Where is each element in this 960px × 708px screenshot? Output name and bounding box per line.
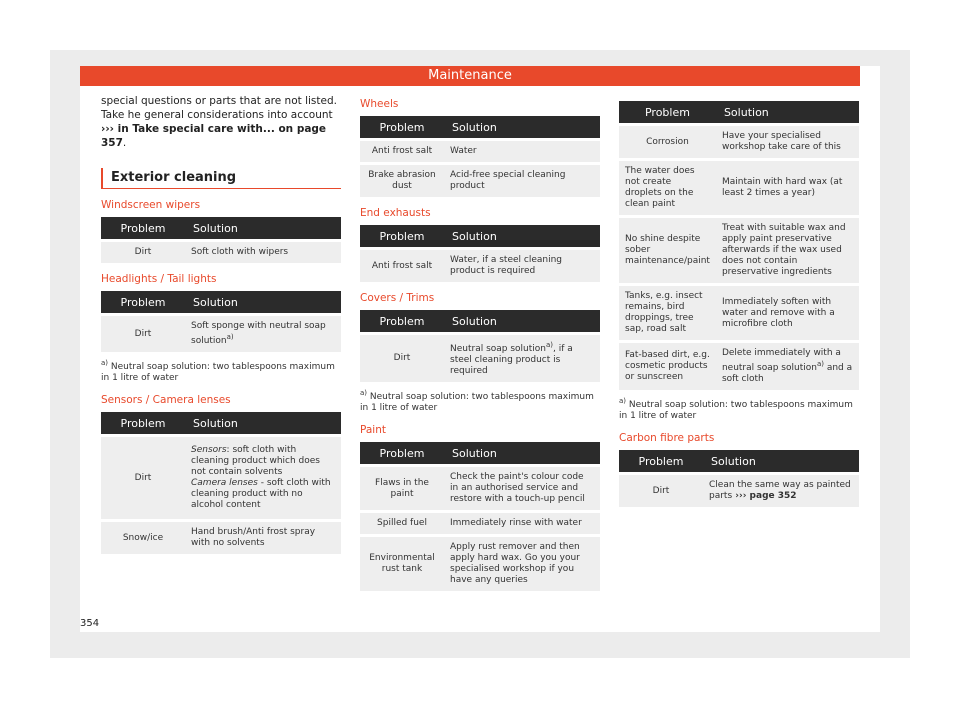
table-header-problem: Problem — [360, 225, 444, 247]
headlights-title: Headlights / Tail lights — [101, 273, 217, 285]
column-2 — [360, 94, 600, 591]
table-header-problem: Problem — [101, 217, 185, 239]
sensors-title: Sensors / Camera lenses — [101, 394, 231, 406]
page-header: Maintenance — [80, 66, 860, 86]
table-row — [360, 247, 600, 282]
cell-problem: The water does not create droplets on the clean paint — [619, 158, 716, 215]
headlights-table — [101, 291, 341, 352]
column-1 — [101, 94, 341, 554]
footnote-text: Neutral soap solution: two tablespoons maximum in 1 litre of water — [101, 362, 335, 383]
footnote — [360, 388, 600, 414]
table-header-problem: Problem — [360, 442, 444, 464]
sensors-label: Sensors — [191, 445, 227, 455]
sensors-text: : soft cloth with cleaning product which does not contain solvents — [191, 445, 320, 477]
wheels-title: Wheels — [360, 98, 399, 110]
cell-problem: Fat-based dirt, e.g. cosmetic products or sunscreen — [619, 340, 716, 390]
cell-solution — [185, 313, 341, 352]
cell-solution: Water, if a steel cleaning product is required — [444, 247, 600, 282]
cell-problem: No shine despite sober maintenance/paint — [619, 215, 716, 283]
cell-problem: Anti frost salt — [360, 138, 444, 162]
cell-solution: Check the paint's colour code in an authorised service and restore with a touch-up pencil — [444, 464, 600, 510]
cell-solution: Maintain with hard wax (at least 2 times a year) — [716, 158, 859, 215]
page-number: 354 — [80, 618, 100, 629]
table-row — [619, 472, 859, 507]
table-row — [101, 239, 341, 263]
table-row — [619, 158, 859, 215]
cell-solution: Soft cloth with wipers — [185, 239, 341, 263]
table-row — [360, 162, 600, 197]
table-row — [101, 519, 341, 554]
table-header-problem: Problem — [101, 291, 185, 313]
table-row — [360, 510, 600, 534]
table-header-solution: Solution — [444, 310, 600, 332]
exhausts-table — [360, 225, 600, 282]
table-row — [619, 215, 859, 283]
cell-problem: Corrosion — [619, 123, 716, 158]
windscreen-title: Windscreen wipers — [101, 199, 201, 211]
intro-paragraph — [101, 94, 341, 150]
table-row — [360, 138, 600, 162]
paint-table — [360, 442, 600, 591]
footnote-text: Neutral soap solution: two tablespoons maximum in 1 litre of water — [619, 400, 853, 421]
table-row — [619, 283, 859, 340]
sensors-table — [101, 412, 341, 554]
table-row — [360, 332, 600, 382]
cell-problem: Dirt — [360, 332, 444, 382]
table-header-solution: Solution — [185, 412, 341, 434]
cell-problem: Dirt — [619, 472, 703, 507]
cell-solution — [716, 340, 859, 390]
cell-problem: Dirt — [101, 434, 185, 519]
windscreen-table — [101, 217, 341, 263]
covers-table — [360, 310, 600, 382]
table-header-solution: Solution — [185, 217, 341, 239]
intro-end: . — [122, 137, 127, 149]
solution-text-2: and a soft cloth — [721, 363, 853, 384]
cell-solution — [185, 434, 341, 519]
cell-solution: Apply rust remover and then apply hard wax. Go you your specialised workshop if you have any queries — [444, 534, 600, 591]
carbon-title: Carbon fibre parts — [619, 432, 715, 444]
cross-reference-link[interactable]: ››› in Take special care with... on page 357 — [101, 123, 327, 149]
cell-problem: Tanks, e.g. insect remains, bird droppings, tree sap, road salt — [619, 283, 716, 340]
camera-label: Camera lenses — [191, 478, 258, 488]
table-header-problem: Problem — [360, 310, 444, 332]
cell-solution: Water — [444, 138, 600, 162]
footnote-mark: a) — [101, 359, 109, 367]
table-row — [619, 123, 859, 158]
footnote-mark: a) — [619, 397, 627, 405]
solution-text: Neutral soap solution — [450, 344, 547, 354]
cell-solution: Treat with suitable wax and apply paint preservative afterwards if the wax used does not contain preservative ingredients — [716, 215, 859, 283]
table-header-solution: Solution — [185, 291, 341, 313]
cell-problem: Dirt — [101, 313, 185, 352]
cell-problem: Flaws in the paint — [360, 464, 444, 510]
table-header-problem: Problem — [619, 101, 716, 123]
solution-text: Soft sponge with neutral soap solution — [191, 321, 326, 346]
section-title: Exterior cleaning — [101, 168, 341, 188]
section-divider — [101, 188, 341, 189]
table-header-problem: Problem — [619, 450, 703, 472]
cell-solution: Have your specialised workshop take care of this — [716, 123, 859, 158]
solution-text: Clean the same way as painted parts — [709, 480, 851, 501]
footnote-mark: a) — [360, 389, 368, 397]
table-header-problem: Problem — [101, 412, 185, 434]
footnote-text: Neutral soap solution: two tablespoons maximum in 1 litre of water — [360, 392, 594, 413]
solution-text-2: , if a steel cleaning product is required — [450, 344, 573, 376]
table-header-solution: Solution — [716, 101, 859, 123]
table-header-solution: Solution — [703, 450, 859, 472]
footnote-ref: a) — [546, 341, 554, 349]
cell-solution: Acid-free special cleaning product — [444, 162, 600, 197]
table-header-solution: Solution — [444, 442, 600, 464]
page-link[interactable]: ››› page 352 — [732, 491, 797, 501]
cell-solution: Immediately rinse with water — [444, 510, 600, 534]
footnote — [101, 358, 341, 384]
paint-title: Paint — [360, 424, 386, 436]
cell-problem: Dirt — [101, 239, 185, 263]
carbon-table — [619, 450, 859, 507]
table-row — [360, 534, 600, 591]
cell-solution: Hand brush/Anti frost spray with no solvents — [185, 519, 341, 554]
table-row — [101, 434, 341, 519]
wheels-table — [360, 116, 600, 197]
footnote-ref: a) — [226, 333, 234, 341]
footnote-ref: a) — [816, 360, 824, 368]
footnote — [619, 396, 859, 422]
table-header-solution: Solution — [444, 225, 600, 247]
cell-problem: Spilled fuel — [360, 510, 444, 534]
exhausts-title: End exhausts — [360, 207, 431, 219]
cell-solution — [703, 472, 859, 507]
table-row — [619, 340, 859, 390]
cell-solution: Immediately soften with water and remove with a microfibre cloth — [716, 283, 859, 340]
camera-text: - soft cloth with cleaning product with no alcohol content — [191, 478, 331, 510]
table-header-solution: Solution — [444, 116, 600, 138]
table-header-problem: Problem — [360, 116, 444, 138]
cell-problem: Environmental rust tank — [360, 534, 444, 591]
table-row — [101, 313, 341, 352]
table-row — [360, 464, 600, 510]
cell-problem: Snow/ice — [101, 519, 185, 554]
cell-problem: Brake abrasion dust — [360, 162, 444, 197]
cell-solution — [444, 332, 600, 382]
solution-text: Delete immediately with a neutral soap solution — [721, 348, 841, 373]
column-3 — [619, 101, 859, 507]
general-table — [619, 101, 859, 390]
cell-problem: Anti frost salt — [360, 247, 444, 282]
intro-text: special questions or parts that are not listed. Take he general considerations into account — [101, 95, 337, 121]
covers-title: Covers / Trims — [360, 292, 435, 304]
